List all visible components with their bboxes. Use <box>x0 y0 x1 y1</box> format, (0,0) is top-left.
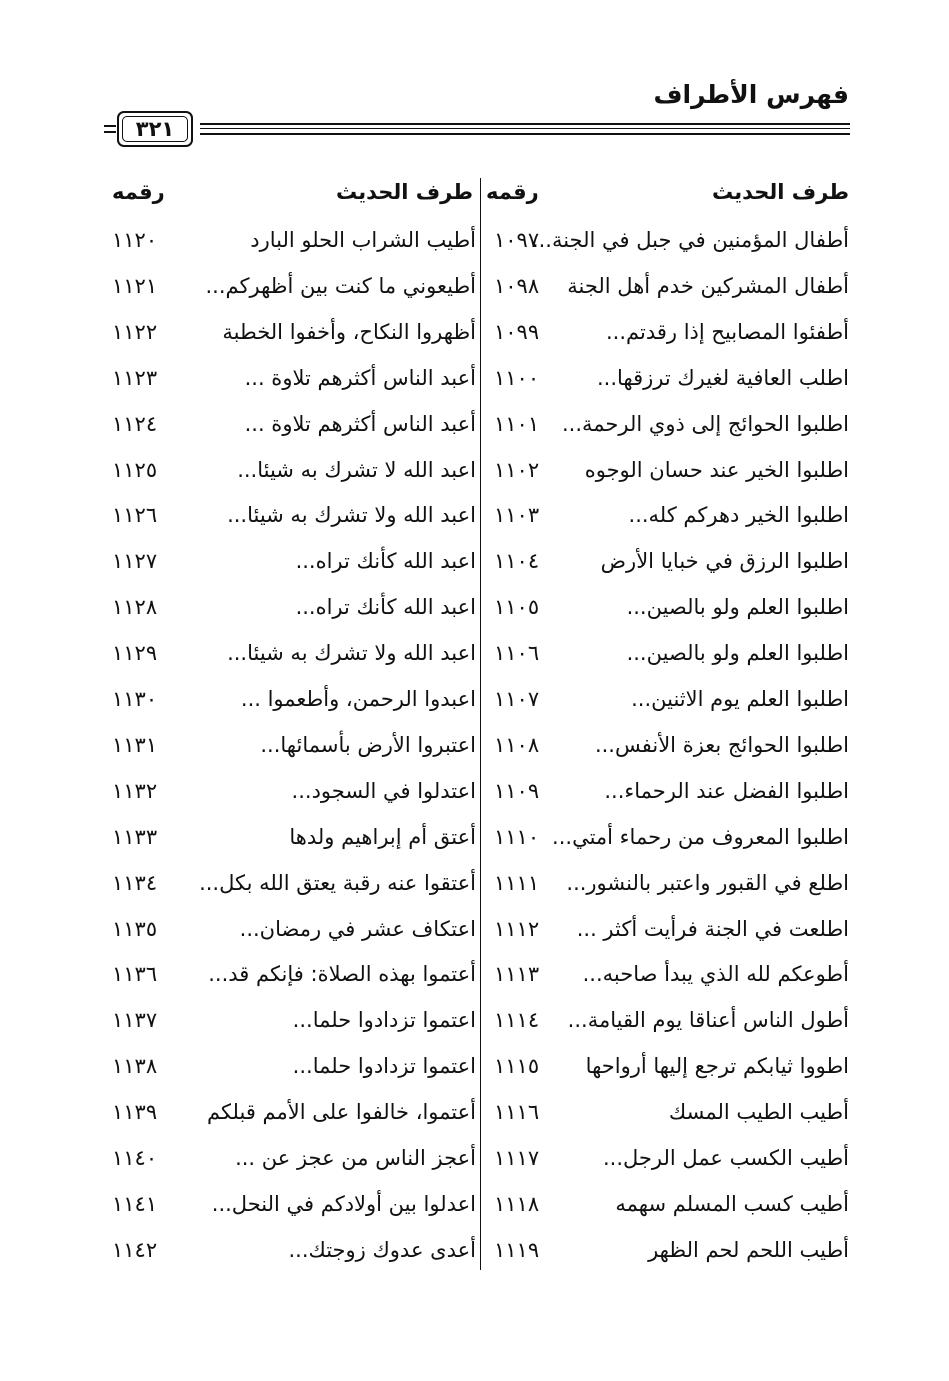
left-hadith-number: ١١٤١ <box>112 1191 158 1216</box>
left-hadith-text: اعتبروا الأرض بأسمائها... <box>260 732 476 757</box>
left-hadith-number: ١١٢٢ <box>112 319 158 344</box>
right-hadith-text: اطلبوا العلم يوم الاثنين... <box>631 687 849 711</box>
right-hadith-number: ١٠٩٨ <box>494 273 540 298</box>
right-hadith-text: أطيب اللحم لحم الظهر <box>648 1237 849 1262</box>
left-hadith-number: ١١٣٤ <box>112 870 158 895</box>
table-row <box>0 584 949 630</box>
right-hadith-text: أطول الناس أعناقا يوم القيامة... <box>567 1008 849 1033</box>
left-hadith-number: ١١٣٢ <box>112 778 158 803</box>
right-hadith-number: ١١١٠ <box>494 824 540 849</box>
left-hadith-number: ١١٣٠ <box>112 687 158 711</box>
left-hadith-text: اعبد الله كأنك تراه... <box>295 595 476 620</box>
right-hadith-number: ١١٠٥ <box>494 595 540 620</box>
right-hadith-text: اطلبوا المعروف من رحماء أمتي... <box>552 824 849 849</box>
left-hadith-text: أعدى عدوك زوجتك... <box>288 1237 476 1262</box>
right-hadith-header: طرف الحديث <box>711 180 849 204</box>
right-hadith-text: اطلبوا العلم ولو بالصين... <box>626 595 849 620</box>
left-hadith-number: ١١٢٥ <box>112 457 158 482</box>
table-row <box>0 997 949 1043</box>
right-hadith-number: ١١١٧ <box>494 1146 540 1170</box>
table-row <box>0 1181 949 1227</box>
right-hadith-number: ١١١٩ <box>494 1237 540 1262</box>
left-hadith-text: أعبد الناس أكثرهم تلاوة ... <box>244 365 476 390</box>
right-number-header: رقمه <box>486 180 539 204</box>
table-row <box>0 401 949 447</box>
right-hadith-text: اطلع في القبور واعتبر بالنشور... <box>566 870 849 895</box>
left-hadith-text: أعتموا بهذه الصلاة: فإنكم قد... <box>208 962 476 987</box>
right-hadith-number: ١١١٣ <box>494 962 540 987</box>
left-hadith-text: اعبد الله لا تشرك به شيئا... <box>237 457 476 482</box>
table-row <box>0 860 949 906</box>
right-hadith-text: اطلبوا الخير دهركم كله... <box>628 503 849 528</box>
right-hadith-number: ١١١١ <box>494 870 540 895</box>
right-hadith-number: ١١٠٩ <box>494 778 540 803</box>
left-hadith-number: ١١٢٦ <box>112 503 158 528</box>
left-hadith-text: أعتق أم إبراهيم ولدها <box>289 824 476 849</box>
table-row <box>0 355 949 401</box>
left-hadith-number: ١١٤٢ <box>112 1237 158 1262</box>
table-row <box>0 1227 949 1273</box>
left-hadith-number: ١١٣٥ <box>112 916 158 941</box>
left-hadith-number: ١١٢٣ <box>112 365 158 390</box>
rule-tick <box>104 125 116 127</box>
left-hadith-text: اعبدوا الرحمن، وأطعموا ... <box>240 687 476 711</box>
left-hadith-number: ١١٣٧ <box>112 1008 158 1033</box>
left-hadith-text: أعبد الناس أكثرهم تلاوة ... <box>244 411 476 436</box>
table-row <box>0 492 949 538</box>
header-rule <box>104 111 850 151</box>
left-hadith-text: أطيب الشراب الحلو البارد <box>250 228 476 252</box>
left-hadith-number: ١١٣٨ <box>112 1054 158 1079</box>
table-row <box>0 630 949 676</box>
table-row <box>0 309 949 355</box>
right-hadith-number: ١١٠١ <box>494 411 540 436</box>
right-hadith-number: ١١١٨ <box>494 1191 540 1216</box>
left-hadith-text: أطيعوني ما كنت بين أظهركم... <box>205 273 476 298</box>
left-hadith-header: طرف الحديث <box>335 180 473 204</box>
table-row <box>0 1089 949 1135</box>
right-hadith-number: ١١٠٠ <box>494 365 540 390</box>
rule-line <box>200 133 850 135</box>
table-row <box>0 676 949 722</box>
left-hadith-number: ١١٢٨ <box>112 595 158 620</box>
table-row <box>0 722 949 768</box>
left-hadith-text: اعبد الله ولا تشرك به شيئا... <box>227 641 476 666</box>
table-row <box>0 447 949 493</box>
left-hadith-number: ١١٤٠ <box>112 1146 158 1170</box>
right-hadith-number: ١١٠٧ <box>494 687 540 711</box>
left-hadith-text: اعدلوا بين أولادكم في النحل... <box>211 1191 476 1216</box>
right-hadith-text: اطلبوا الحوائج إلى ذوي الرحمة... <box>562 411 849 436</box>
right-hadith-text: اطلبوا الحوائج بعزة الأنفس... <box>594 732 849 757</box>
left-number-header: رقمه <box>112 180 165 204</box>
table-row <box>0 1135 949 1181</box>
rule-line <box>200 123 850 125</box>
right-hadith-text: اطلبوا العلم ولو بالصين... <box>626 641 849 666</box>
table-row <box>0 814 949 860</box>
table-row <box>0 951 949 997</box>
left-hadith-number: ١١٢٧ <box>112 549 158 574</box>
right-hadith-text: أطيب الطيب المسك <box>668 1100 849 1125</box>
right-hadith-number: ١٠٩٩ <box>494 319 540 344</box>
right-hadith-number: ١١٠٨ <box>494 732 540 757</box>
right-hadith-text: أطفال المؤمنين في جبل في الجنة... <box>531 228 849 252</box>
right-hadith-text: اطلبوا الفضل عند الرحماء... <box>604 778 849 803</box>
right-hadith-text: اطووا ثيابكم ترجع إليها أرواحها <box>585 1054 849 1079</box>
right-hadith-text: اطلبوا الرزق في خبايا الأرض <box>600 549 849 574</box>
right-hadith-text: أطفال المشركين خدم أهل الجنة <box>567 273 849 298</box>
left-hadith-number: ١١٣٩ <box>112 1100 158 1125</box>
right-hadith-number: ١١١٥ <box>494 1054 540 1079</box>
right-hadith-number: ١١١٢ <box>494 916 540 941</box>
left-hadith-number: ١١٢٩ <box>112 641 158 666</box>
right-hadith-number: ١٠٩٧ <box>494 228 540 252</box>
right-hadith-text: أطوعكم لله الذي يبدأ صاحبه... <box>582 962 849 987</box>
rule-line <box>200 128 850 129</box>
left-hadith-text: أظهروا النكاح، وأخفوا الخطبة <box>222 319 476 344</box>
right-hadith-number: ١١٠٤ <box>494 549 540 574</box>
table-row <box>0 538 949 584</box>
right-hadith-text: أطفئوا المصابيح إذا رقدتم... <box>605 319 849 344</box>
left-hadith-number: ١١٢٠ <box>112 228 158 252</box>
page-number-frame <box>117 111 193 147</box>
right-hadith-text: اطلبوا الخير عند حسان الوجوه <box>584 457 849 482</box>
left-hadith-text: اعتموا تزدادوا حلما... <box>292 1008 476 1033</box>
left-hadith-number: ١١٣٣ <box>112 824 158 849</box>
table-row <box>0 768 949 814</box>
right-hadith-number: ١١٠٢ <box>494 457 540 482</box>
left-hadith-text: اعتموا تزدادوا حلما... <box>292 1054 476 1079</box>
left-hadith-text: اعبد الله كأنك تراه... <box>295 549 476 574</box>
left-hadith-number: ١١٣١ <box>112 732 158 757</box>
left-hadith-text: اعتدلوا في السجود... <box>291 778 476 803</box>
right-hadith-text: أطيب كسب المسلم سهمه <box>615 1191 849 1216</box>
left-hadith-number: ١١٢٤ <box>112 411 158 436</box>
table-row <box>0 906 949 952</box>
right-hadith-text: اطلعت في الجنة فرأيت أكثر ... <box>576 916 849 941</box>
left-hadith-text: أعتقوا عنه رقبة يعتق الله بكل... <box>199 870 476 895</box>
right-hadith-number: ١١٠٣ <box>494 503 540 528</box>
left-hadith-text: اعتكاف عشر في رمضان... <box>239 916 476 941</box>
right-hadith-number: ١١١٦ <box>494 1100 540 1125</box>
page-title: فهرس الأطراف <box>653 80 849 109</box>
table-row <box>0 263 949 309</box>
table-row <box>0 217 949 263</box>
right-hadith-text: اطلب العافية لغيرك ترزقها... <box>596 365 849 390</box>
rule-tick <box>104 131 116 133</box>
left-hadith-text: اعبد الله ولا تشرك به شيئا... <box>227 503 476 528</box>
right-hadith-text: أطيب الكسب عمل الرجل... <box>602 1146 849 1170</box>
left-hadith-text: أعتموا، خالفوا على الأمم قبلكم <box>206 1100 476 1125</box>
right-hadith-number: ١١٠٦ <box>494 641 540 666</box>
left-hadith-number: ١١٣٦ <box>112 962 158 987</box>
left-hadith-text: أعجز الناس من عجز عن ... <box>235 1146 476 1170</box>
left-hadith-number: ١١٢١ <box>112 273 158 298</box>
page-number: ٣٢١ <box>122 116 188 142</box>
right-hadith-number: ١١١٤ <box>494 1008 540 1033</box>
table-row <box>0 1043 949 1089</box>
